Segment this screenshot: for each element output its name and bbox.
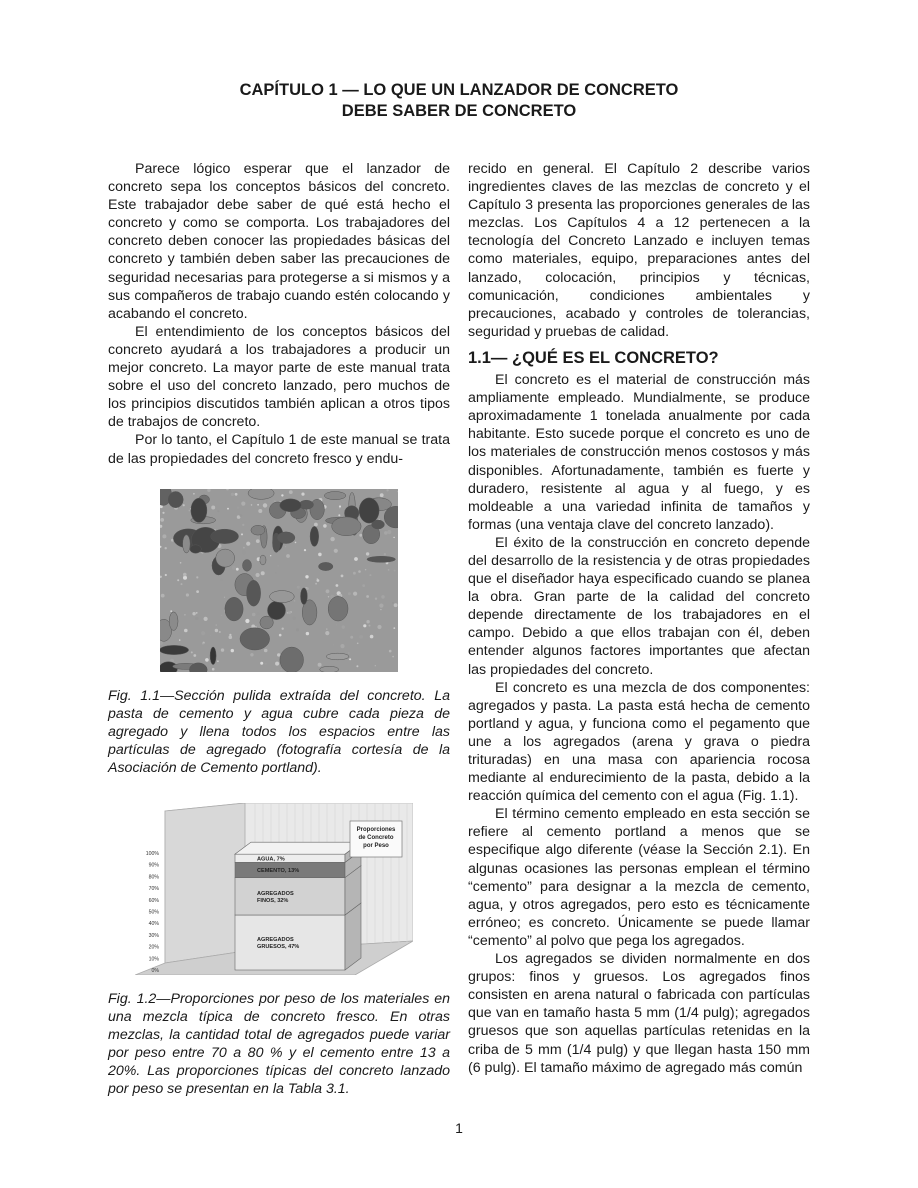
sand-grain [288,611,291,614]
sand-grain [257,504,259,506]
sand-grain [224,597,225,598]
sand-grain [365,569,366,570]
aggregate-stone [328,596,348,621]
sand-grain [359,635,363,639]
aggregate-stone [240,628,270,650]
aggregate-stone [191,498,207,522]
aggregate-stone [168,492,183,508]
sand-grain [161,594,165,598]
right-paragraph-1: El concreto es el material de construcción más ampliamente empleado. Mundialmente, se produce aproximadamente 1 tonelada anualmente por cada habitante. Esto sucede porque el concreto es uno de los materiales de construcción menos costosos y más disponibles. Afortunadamente, también es fuerte y duradero, resistente al agua y al fuego, y es moldeable a una variedad infinita de tamaños y formas (una ventaja clave del concreto lanzado). [468,372,810,533]
sand-grain [306,587,309,590]
sand-grain [359,534,362,537]
sand-grain [183,504,185,506]
aggregate-stone [277,532,295,544]
left-paragraph-1: Parece lógico esperar que el lanzador de concreto sepa los conceptos básicos del concreto. Este trabajador debe saber de qué está hecho el concreto y como se comporta. Los trabajadores del concreto deben conocer las propiedades básicas del concreto y también deben saber las precauciones de seguridad necesarias para protegerse a si mismos y a sus compañeros de trabajo cuando estén colocando y acabando el concreto. [108,161,450,322]
segment-label: AGREGADOS [257,890,294,897]
aggregate-stone [319,562,333,570]
sand-grain [358,570,361,573]
sand-grain [279,634,282,637]
sand-grain [263,503,267,507]
sand-grain [221,648,224,651]
sand-grain [350,636,353,639]
sand-grain [165,574,167,576]
sand-grain [394,603,398,607]
aggregate-stone [248,489,274,499]
sand-grain [245,619,249,623]
sand-grain [275,572,276,573]
sand-grain [393,537,394,538]
y-tick-label: 30% [148,932,159,939]
proportions-chart [135,803,413,975]
sand-grain [186,593,189,596]
sand-grain [235,493,238,496]
sand-grain [277,565,279,567]
sand-grain [317,579,320,582]
aggregate-stone [169,612,178,631]
sand-grain [217,660,219,662]
chapter-title-line2: DEBE SABER DE CONCRETO [341,102,577,120]
right-paragraph-0: recido en general. El Capítulo 2 describe varios ingredientes claves de las mezclas de concreto y el Capítulo 3 presenta las proporciones generales de las mezclas. Los Capítulos 4 a 12 pertenecen a la tecnología del Concreto Lanzado e incluyen temas como materiales, equipo, preparaciones antes del lanzado, colocación, principios y técnicas, comunicación, condiciones ambientales y precauciones, acabado y controles de tolerancias, seguridad y pruebas de calidad. [468,161,810,340]
right-paragraph-5: Los agregados se dividen normalmente en dos grupos: finos y gruesos. Los agregados finos consisten en arena natural o fabricada con partículas que van en tamaño hasta 5 mm (1/4 pulg); agregados gruesos que son aquellas partículas retenidas en la criba de 5 mm (1/4 pulg) y que llegan hasta 150 mm (6 pulg). El tamaño máximo de agregado más común [468,951,810,1076]
sand-grain [369,625,371,627]
sand-grain [257,612,260,615]
sand-grain [353,592,357,596]
sand-grain [237,506,240,509]
sand-grain [277,653,280,656]
sand-grain [342,625,345,628]
sand-grain [162,534,166,538]
sand-grain [204,617,208,621]
sand-grain [348,652,350,654]
sand-grain [260,662,263,665]
sand-grain [370,635,374,639]
sand-grain [246,542,250,546]
sand-grain [295,542,297,544]
y-tick-label: 70% [148,886,159,893]
sand-grain [366,595,369,598]
sand-grain [363,624,366,627]
sand-grain [250,653,253,656]
sand-grain [314,523,318,527]
sand-grain [256,539,260,543]
right-column [468,160,810,1077]
sand-grain [375,665,376,666]
sand-grain [289,490,293,494]
sand-grain [181,583,183,585]
sand-grain [165,547,167,549]
sand-grain [275,662,279,666]
sand-grain [189,510,191,512]
sand-grain [219,631,221,633]
aggregate-stone [225,597,243,621]
sand-grain [264,649,268,653]
stack-top-face [235,842,361,854]
sand-grain [330,537,334,541]
aggregate-stone [310,526,319,546]
sand-grain [160,518,164,522]
sand-grain [261,571,265,575]
sand-grain [336,584,339,587]
aggregate-stone [247,580,261,606]
sand-grain [301,493,304,496]
sand-grain [242,550,246,554]
sand-grain [231,649,234,652]
sand-grain [392,656,394,658]
sand-grain [285,546,286,547]
sand-grain [201,631,205,635]
sand-grain [384,553,386,555]
y-tick-label: 100% [145,851,159,857]
left-paragraph-2: El entendimiento de los conceptos básicos del concreto ayudará a los trabajadores a producir un mejor concreto. La mayor parte de este manual trata sobre el uso del concreto lanzado, pero muchos de los principios discutidos también aplican a otros tipos de trabajos de concreto. [108,323,450,431]
y-tick-label: 80% [148,874,159,881]
segment-label: GRUESOS, 47% [257,944,300,951]
sand-grain [265,663,267,665]
sand-grain [296,628,299,631]
sand-grain [380,493,384,497]
sand-grain [325,631,329,635]
sand-grain [339,508,340,509]
sand-grain [282,628,284,630]
sand-grain [349,658,351,660]
aggregate-stone [359,498,379,523]
sand-grain [326,628,327,629]
aggregate-stone [243,560,252,572]
sand-grain [315,583,317,585]
sand-grain [375,598,377,600]
figure-1-2-caption: Fig. 1.2—Proporciones por peso de los materiales en una mezcla típica de concreto fresco. En otras mezclas, la cantidad total de agregados puede variar por peso entre 70 a 80 % y el cemento entre 13 a 20%. Las proporciones típicas del concreto lanzado por peso se presentan en la Tabla 3.1. [108,991,450,1098]
aggregate-stone [210,647,216,665]
sand-grain [388,569,390,571]
sand-grain [216,624,218,626]
sand-grain [227,508,229,510]
sand-grain [252,613,256,617]
segment-label: AGREGADOS [257,937,294,944]
sand-grain [348,592,351,595]
section-heading: 1.1— ¿QUÉ ES EL CONCRETO? [468,348,719,367]
sand-grain [170,610,172,612]
y-tick-label: 60% [148,897,159,904]
aggregate-stone [301,588,308,605]
sand-grain [297,586,300,589]
aggregate-stone [367,556,395,562]
sand-grain [362,584,365,587]
sand-grain [389,650,392,653]
sand-grain [251,504,253,506]
aggregate-stone [324,492,345,500]
aggregate-stone [332,517,361,536]
sand-grain [384,531,388,535]
sand-grain [328,596,329,597]
sand-grain [196,590,199,593]
sand-grain [366,620,369,623]
legend-label: por Peso [363,843,389,849]
sand-grain [353,572,356,575]
sand-grain [221,615,223,617]
sand-grain [180,562,182,564]
sand-grain [347,670,349,672]
chapter-title-line1: CAPÍTULO 1 — LO QUE UN LANZADOR DE CONCRETO [239,81,679,99]
right-paragraph-4: El término cemento empleado en esta sección se refiere al cemento portland a menos que se especifique algo diferente (véase la Sección 2.1). En algunas ocasiones las personas emplean el término “cemento” para designar a la mezcla de cemento, agua, y otros agregados, pero esto es técnicamente erróneo; es concreto. Únicamente se puede llamar “cemento” al polvo que pega los agregados. [468,806,810,949]
sand-grain [356,665,358,667]
chapter-title [0,80,918,122]
stack-segment [235,854,345,862]
sand-grain [340,644,344,648]
sand-grain [184,614,186,616]
sand-grain [184,629,188,633]
figure-1-1-caption: Fig. 1.1—Sección pulida extraída del concreto. La pasta de cemento y agua cubre cada pieza de agregado y llena todos los espacios entre las partículas de agregado (fotografía cortesía de la Asociación de Cemento portland). [108,688,450,777]
sand-grain [354,557,358,561]
segment-label: FINOS, 32% [257,897,289,904]
sand-grain [215,629,218,632]
sand-grain [339,505,341,507]
sand-grain [162,512,164,514]
sand-grain [217,510,219,512]
sand-grain [244,530,246,532]
aggregate-stone [320,666,339,672]
sand-grain [369,574,371,576]
sand-grain [380,609,381,610]
sand-grain [293,617,296,620]
sand-grain [193,654,196,657]
sand-grain [323,524,327,528]
right-paragraph-3: El concreto es una mezcla de dos componentes: agregados y pasta. La pasta está hecha de cemento portland y agua, y funciona como el pegamento que une a los agregados (arena y grava o piedra trituradas) en una masa con apariencia rocosa mediante al endurecimiento de la pasta, debido a la reacción química del cemento con el agua (Fig. 1.1). [468,679,810,805]
sand-grain [274,500,276,502]
legend-label: de Concreto [358,835,394,841]
sand-grain [394,570,396,572]
sand-grain [379,604,383,608]
page-number: 1 [455,1120,463,1136]
sand-grain [304,549,306,551]
sand-grain [229,635,233,639]
sand-grain [326,589,330,593]
sand-grain [306,632,309,635]
sand-grain [357,643,359,645]
left-column [108,160,450,468]
legend-label: Proporciones [356,827,396,833]
sand-grain [240,514,243,517]
sand-grain [318,553,322,557]
sand-grain [183,573,187,577]
right-paragraph-2: El éxito de la construcción en concreto depende del desarrollo de la resistencia y de otras propiedades que el diseñador haya especificado cuando se planea la obra. Gran parte de la calidad del concreto depende directamente de los trabajadores en el campo. Debido a que ellos trabajan con él, deben entender algunos factores importantes que afectan las propiedades del concreto. [468,534,810,678]
aggregate-stone [326,653,349,660]
sand-grain [392,602,394,604]
aggregate-stone [251,525,265,535]
aggregate-stone [190,545,201,553]
sand-grain [366,552,369,555]
y-tick-label: 0% [151,968,159,974]
sand-grain [196,612,198,614]
sand-grain [305,575,308,578]
y-tick-label: 50% [148,909,159,916]
sand-grain [196,576,198,578]
sand-grain [393,627,395,629]
sand-grain [236,568,239,571]
aggregate-stone [160,645,189,654]
sand-grain [281,494,283,496]
sand-grain [333,644,334,645]
chart-side-wall [165,803,245,963]
sand-grain [183,576,187,580]
sand-grain [256,573,260,577]
sand-grain [336,624,338,626]
sand-grain [220,578,223,581]
sand-grain [195,617,198,620]
y-tick-label: 40% [148,921,159,928]
sand-grain [210,635,212,637]
sand-grain [191,651,193,653]
aggregate-stone [183,535,191,553]
sand-grain [241,502,245,506]
segment-label: CEMENTO, 13% [257,867,300,874]
sand-grain [185,522,186,523]
y-tick-label: 20% [148,944,159,951]
sand-grain [232,566,236,570]
sand-grain [258,509,262,513]
sand-grain [341,575,344,578]
sand-grain [179,639,180,640]
sand-grain [211,506,215,510]
aggregate-stone [216,549,235,567]
sand-grain [231,493,234,496]
aggregate-stone [270,591,295,603]
sand-grain [212,668,215,671]
sand-grain [270,555,271,556]
sand-grain [242,524,244,526]
aggregate-stone [211,529,239,543]
sand-grain [243,547,245,549]
sand-grain [193,493,195,495]
y-tick-label: 90% [148,862,159,869]
sand-grain [202,643,204,645]
sand-grain [338,514,340,516]
left-paragraph-3: Por lo tanto, el Capítulo 1 de este manual se trata de las propiedades del concreto fresco y endu- [108,432,450,467]
sand-grain [177,579,179,581]
aggregate-stone [260,555,266,565]
sand-grain [387,530,391,534]
aggregate-stone [280,647,304,672]
sand-grain [377,625,381,629]
aggregate-stone [280,499,301,512]
sand-grain [281,669,282,670]
sand-grain [381,595,385,599]
sand-grain [241,533,243,535]
sand-grain [334,549,338,553]
sand-grain [192,612,195,615]
aggregate-stone [268,601,286,619]
concrete-section-photo [160,489,398,672]
sand-grain [318,663,322,667]
sand-grain [386,489,388,491]
sand-grain [294,600,296,602]
y-tick-label: 10% [148,956,159,963]
sand-grain [286,554,290,558]
segment-label: AGUA, 7% [257,856,285,863]
sand-grain [205,658,209,662]
